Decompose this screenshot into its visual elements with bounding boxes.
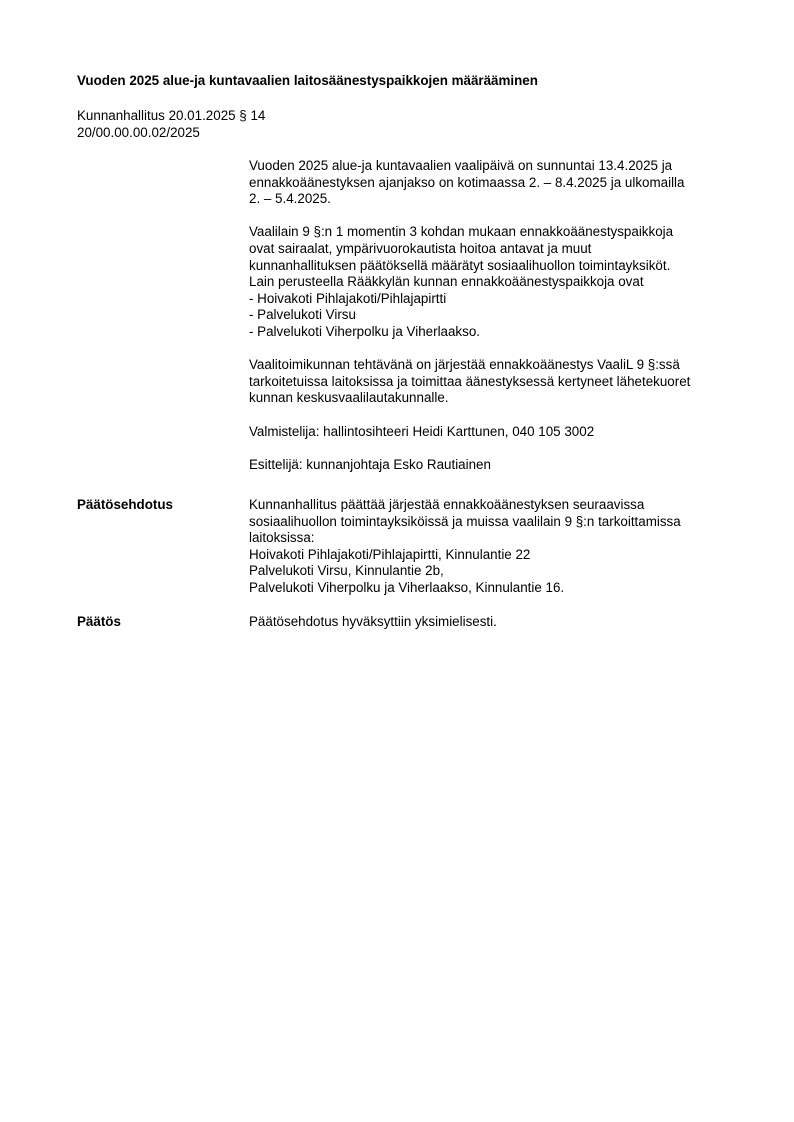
- text-line: kunnan keskusvaalilautakunnalle.: [249, 390, 449, 406]
- list-item: - Palvelukoti Viherpolku ja Viherlaakso.: [249, 323, 480, 339]
- text-line: Vaalilain 9 §:n 1 momentin 3 kohdan mukaan ennakkoäänestyspaikkoja: [249, 224, 674, 240]
- text-line: sosiaalihuollon toimintayksiköissä ja muissa vaalilain 9 §:n tarkoittamissa: [249, 513, 681, 529]
- text-line: tarkoitetuissa laitoksissa ja toimittaa äänestyksessä kertyneet lähetekuoret: [249, 373, 691, 389]
- paragraph-voting-locations: [249, 224, 739, 340]
- meeting-info: [77, 108, 265, 141]
- list-item: Hoivakoti Pihlajakoti/Pihlajapirtti, Kinnulantie 22: [249, 546, 531, 562]
- text-line: 2. – 5.4.2025.: [249, 191, 331, 207]
- text-line: kunnanhallituksen päätöksellä määrätyt sosiaalihuollon toimintayksiköt.: [249, 257, 671, 273]
- meeting-reference: Kunnanhallitus 20.01.2025 § 14: [77, 108, 266, 123]
- text-line: laitoksissa:: [249, 530, 315, 546]
- record-id: 20/00.00.00.02/2025: [77, 124, 200, 140]
- paragraph-election-dates: [249, 158, 739, 208]
- list-item: - Palvelukoti Virsu: [249, 307, 356, 323]
- document-title: Vuoden 2025 alue-ja kuntavaalien laitosäänestyspaikkojen määrääminen: [77, 73, 538, 88]
- document-body: [249, 158, 739, 490]
- decision-label: Päätös: [77, 614, 121, 629]
- paragraph-committee-task: [249, 357, 739, 407]
- proposal-text: [249, 497, 739, 597]
- text-line: Lain perusteella Rääkkylän kunnan ennakkoäänestyspaikkoja ovat: [249, 274, 644, 290]
- text-line: Päätösehdotus hyväksyttiin yksimielisesti.: [249, 614, 497, 629]
- paragraph-presenter: [249, 457, 739, 474]
- text-line: Kunnanhallitus päättää järjestää ennakkoäänestyksen seuraavissa: [249, 497, 645, 512]
- list-item: Palvelukoti Viherpolku ja Viherlaakso, Kinnulantie 16.: [249, 579, 565, 595]
- paragraph-preparer: [249, 424, 739, 441]
- list-item: Palvelukoti Virsu, Kinnulantie 2b,: [249, 563, 444, 579]
- text-line: ovat sairaalat, ympärivuorokautista hoitoa antavat ja muut: [249, 240, 592, 256]
- list-item: - Hoivakoti Pihlajakoti/Pihlajapirtti: [249, 290, 447, 306]
- proposal-label: Päätösehdotus: [77, 497, 173, 512]
- text-line: Vuoden 2025 alue-ja kuntavaalien vaalipäivä on sunnuntai 13.4.2025 ja: [249, 158, 673, 173]
- text-line: ennakkoäänestyksen ajanjakso on kotimaassa 2. – 8.4.2025 ja ulkomailla: [249, 174, 685, 190]
- preparer-line: Valmistelija: hallintosihteeri Heidi Karttunen, 040 105 3002: [249, 423, 595, 439]
- presenter-line: Esittelijä: kunnanjohtaja Esko Rautiainen: [249, 456, 491, 472]
- text-line: Vaalitoimikunnan tehtävänä on järjestää ennakkoäänestys VaaliL 9 §:ssä: [249, 357, 680, 373]
- decision-text: [249, 614, 739, 631]
